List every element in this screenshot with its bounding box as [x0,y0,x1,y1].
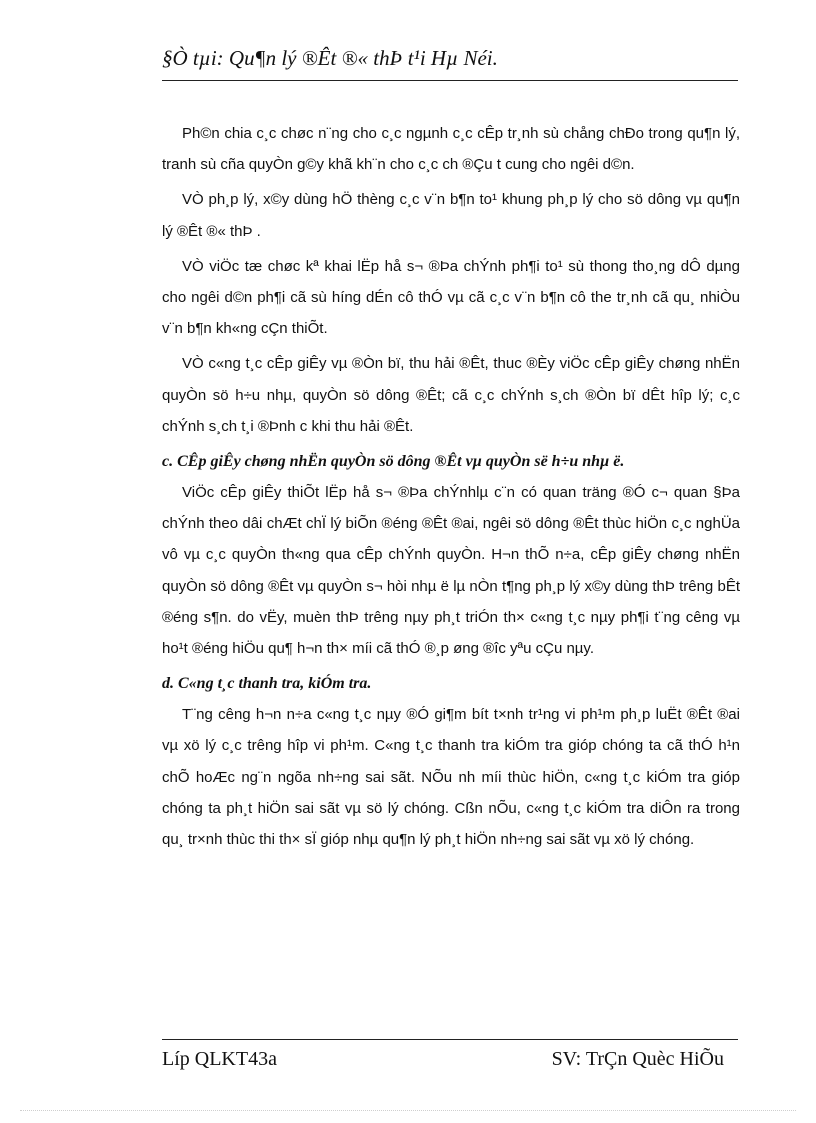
section-c-paragraph: ViÖc cÊp giÊy thiÕt lËp hå s¬ ®Þa chÝnhlµ c¨n có quan träng ®Ó c¬ quan §Þa chÝnh theo dâi chÆt chÏ lý biÕn ®éng ®Êt ®ai, ngêi sö dông ®Êt thùc hiÖn c¸c nghÜa vô vµ c¸c quyÒn th«ng qua cÊp chÝnh quyÒn. H¬n thÕ n÷a, cÊp giÊy chøng nhËn quyÒn sö dông ®Êt vµ quyÒn s¬ hòi nhµ ë lµ nÒn t¶ng ph¸p lý x©y dùng thÞ trêng bÊt ®éng s¶n. do vËy, muèn thÞ trêng nµy ph¸t triÓn th× c«ng t¸c nµy ph¶i t¨ng cêng vµ ho¹t ®éng hiÖu qu¶ h¬n th× míi cã thÓ ®¸p øng ®îc yªu cÇu nµy. [162,484,740,658]
header-rule [162,80,738,81]
footer-student-label: SV: TrÇn Quèc HiÕu [551,1048,724,1070]
section-d-heading: d. C«ng t¸c thanh tra, kiÓm tra. [162,675,372,693]
section-d-paragraph: T¨ng cêng h¬n n÷a c«ng t¸c nµy ®Ó gi¶m bít t×nh tr¹ng vi ph¹m ph¸p luËt ®Êt ®ai vµ xö lý c¸c trêng hîp vi ph¹m. C«ng t¸c thanh tra kiÓm tra gióp chóng ta cã thÓ h¹n chÕ hoÆc ng¨n ngõa nh÷ng sai sãt. NÕu nh míi thùc hiÖn, c«ng t¸c kiÓm tra gióp chóng ta ph¸t hiÖn sai sãt vµ sö lý chóng. Cßn nÕu, c«ng t¸c kiÓm tra diÔn ra trong qu¸ tr×nh thùc thi th× sÏ gióp nhµ qu¶n lý ph¸t hiÖn nh÷ng sai sãt vµ xö lý chóng. [162,706,740,849]
page-header-title: §Ò tµi: Qu¶n lý ®Êt ®« thÞ t¹i Hµ Néi. [162,46,498,70]
body-paragraph-4: VÒ c«ng t¸c cÊp giÊy vµ ®Òn bï, thu hải ®Êt, thuc ®Èy viÖc cÊp giÊy chøng nhËn quyÒn sö h÷u nhµ, quyÒn sö dông ®Êt; cã c¸c chÝnh s¸ch ®Òn bï dÊt hîp lý; c¸c chÝnh s¸ch t¸i ®Þnh c khi thu hải ®Êt. [162,355,740,435]
body-paragraph-1: Ph©n chia c¸c chøc n¨ng cho c¸c ngµnh c¸c cÊp tr¸nh sù chång chÐo trong qu¶n lý, tranh sù cña quyÒn g©y khã kh¨n cho c¸c ch ®Çu t cung cho ngêi d©n. [162,125,740,174]
section-c-heading: c. CÊp giÊy chøng nhËn quyÒn sö dông ®Êt vµ quyÒn së h÷u nhµ ë. [162,453,625,471]
footer-class-label: Líp QLKT43a [162,1048,277,1070]
body-paragraph-3: VÒ viÖc tæ chøc kª khai lËp hå s¬ ®Þa chÝnh ph¶i to¹ sù thong tho¸ng dÔ dµng cho ngêi d©n ph¶i cã sù híng dÉn cô thÓ vµ cã c¸c v¨n b¶n cô the tr¸nh cã qu¸ nhiÒu v¨n b¶n kh«ng cÇn thiÕt. [162,257,740,338]
page-footer [162,1043,738,1077]
body-paragraph-2: VÒ ph¸p lý, x©y dùng hÖ thèng c¸c v¨n b¶n to¹ khung ph¸p lý cho sö dông vµ qu¶n lý ®Êt ®« thÞ . [162,191,740,240]
document-body [162,118,740,859]
page-edge-divider [20,1110,796,1111]
footer-rule [162,1039,738,1040]
